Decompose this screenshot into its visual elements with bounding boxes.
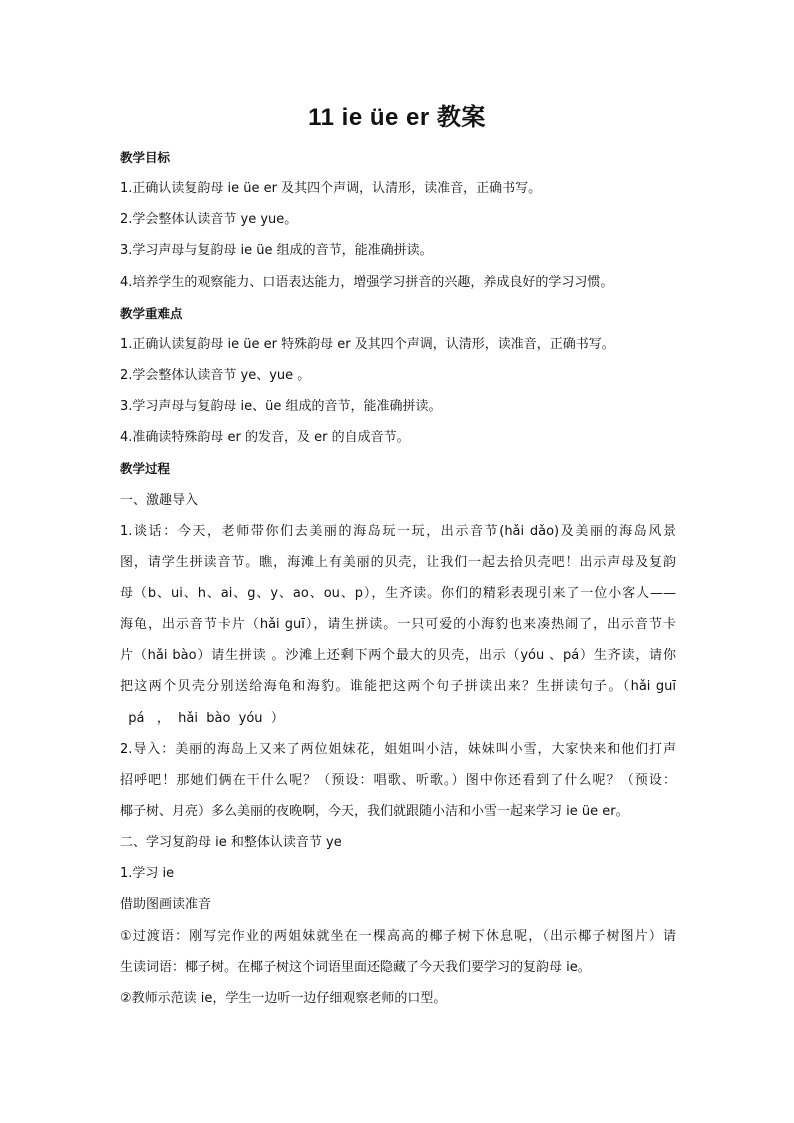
key-point-item-3: 3.学习声母与复韵母 ie、üe 组成的音节，能准确拼读。: [120, 399, 442, 415]
key-point-item-1: 1.正确认读复韵母 ie üe er 特殊韵母 er 及其四个声调，认清形，读准音，正确书写。: [120, 336, 615, 352]
paragraph-line: ①过渡语：刚写完作业的两姐妹就坐在一棵高高的椰子树下休息呢，（出示椰子树图片）请: [120, 928, 676, 944]
paragraph-line: 片（hǎi bào）请生拼读 。沙滩上还剩下两个最大的贝壳，出示（yóu 、pá）生齐读，请你: [120, 648, 676, 664]
section-heading-ie: 二、学习复韵母 ie 和整体认读音节 ye: [120, 835, 342, 851]
paragraph-line: 1.谈话：今天，老师带你们去美丽的海岛玩一玩，出示音节(hǎi dǎo)及美丽的海岛风景: [120, 523, 676, 539]
subsection-heading: 借助图画读准音: [120, 897, 212, 913]
paragraph-line: 母（b、ui、h、ai、g、y、ao、ou、p），生齐读。你们的精彩表现引来了一位小客人——: [120, 585, 676, 601]
paragraph-line: 图，请学生拼读音节。瞧，海滩上有美丽的贝壳，让我们一起去拾贝壳吧！出示声母及复韵: [120, 554, 676, 570]
heading-teaching-process: 教学过程: [120, 461, 171, 477]
goal-item-3: 3.学习声母与复韵母 ie üe 组成的音节，能准确拼读。: [120, 243, 433, 259]
section-heading-intro: 一、激趣导入: [120, 492, 199, 508]
goal-item-1: 1.正确认读复韵母 ie üe er 及其四个声调，认清形，读准音，正确书写。: [120, 181, 542, 197]
paragraph-line: 2.导入：美丽的海岛上又来了两位姐妹花，姐姐叫小洁，妹妹叫小雪，大家快来和他们打声: [120, 741, 676, 757]
subsection-heading: 1.学习 ie: [120, 866, 175, 882]
paragraph-line: 生读词语：椰子树。在椰子树这个词语里面还隐藏了今天我们要学习的复韵母 ie。: [120, 959, 591, 975]
paragraph-line: ②教师示范读 ie，学生一边听一边仔细观察老师的口型。: [120, 990, 447, 1006]
paragraph-line: 海龟，出示音节卡片（hǎi guī），请生拼读。一只可爱的小海豹也来凑热闹了，出示音节卡: [120, 617, 676, 633]
document-title: 11 ie üe er 教案: [308, 104, 486, 131]
key-point-item-4: 4.准确读特殊韵母 er 的发音，及 er 的自成音节。: [120, 430, 410, 446]
heading-key-points: 教学重难点: [120, 305, 183, 321]
goal-item-4: 4.培养学生的观察能力、口语表达能力，增强学习拼音的兴趣，养成良好的学习习惯。: [120, 274, 614, 290]
paragraph-line: 把这两个贝壳分别送给海龟和海豹。谁能把这两个句子拼读出来？生拼读句子。（hǎi guī: [120, 679, 676, 695]
paragraph-line: 椰子树、月亮）多么美丽的夜晚啊，今天，我们就跟随小洁和小雪一起来学习 ie üe er。: [120, 803, 629, 819]
key-point-item-2: 2.学会整体认读音节 ye、yue 。: [120, 367, 311, 383]
goal-item-2: 2.学会整体认读音节 ye yue。: [120, 212, 298, 228]
document-body: [120, 142, 676, 1014]
paragraph-line: pá ， hǎi bào yóu ）: [120, 710, 284, 726]
paragraph-line: 招呼吧！那她们俩在干什么呢？（预设：唱歌、听歌。）图中你还看到了什么呢？（预设：: [120, 772, 676, 788]
heading-teaching-goals: 教学目标: [120, 150, 171, 165]
